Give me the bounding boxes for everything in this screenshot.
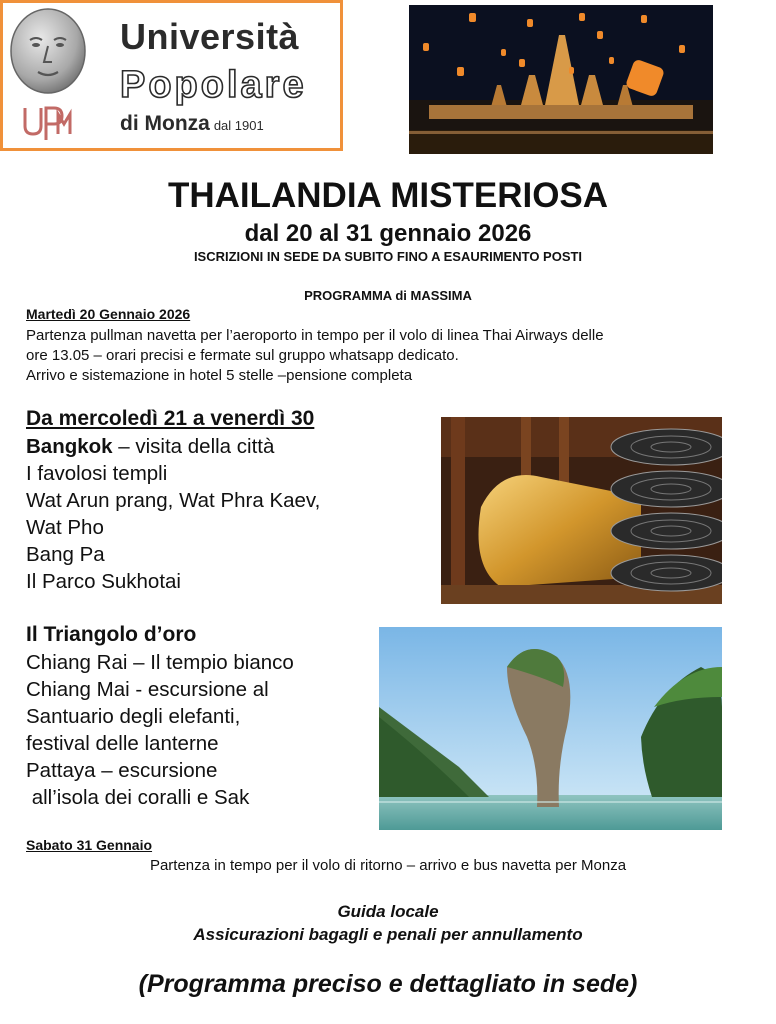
- trip-dates: dal 20 al 31 gennaio 2026: [244, 220, 532, 247]
- temple-lanterns-photo: [409, 5, 713, 154]
- local-guide-note: Guida locale: [337, 902, 439, 921]
- triangle-section-heading: Il Triangolo d’oro: [26, 623, 197, 646]
- triangle-line: Pattaya – escursione: [26, 759, 218, 782]
- day1-line: Partenza pullman navetta per l’aeroporto in tempo per il volo di linea Thai Airways delle: [26, 327, 604, 344]
- bangkok-line: Wat Arun prang, Wat Phra Kaev,: [26, 489, 321, 512]
- upm-monogram-icon: [22, 104, 74, 144]
- logo-line-monza: di Monza dal 1901: [120, 112, 264, 135]
- triangle-line: all’isola dei coralli e Sak: [26, 786, 250, 809]
- triangle-line: festival delle lanterne: [26, 732, 219, 755]
- day1-line: ore 13.05 – orari precisi e fermate sul gruppo whatsapp dedicato.: [26, 347, 459, 364]
- program-detail-note: (Programma preciso e dettagliato in sede): [138, 970, 638, 998]
- triangle-line: Chiang Rai – Il tempio bianco: [26, 651, 294, 674]
- insurance-note: Assicurazioni bagagli e penali per annullamento: [193, 925, 583, 944]
- triangle-line: Santuario degli elefanti,: [26, 705, 241, 728]
- day1-line: Arrivo e sistemazione in hotel 5 stelle –pensione completa: [26, 367, 413, 384]
- bangkok-city-line: Bangkok – visita della città: [26, 435, 275, 458]
- bangkok-section-heading: Da mercoledì 21 a venerdì 30: [26, 407, 315, 430]
- bangkok-line: I favolosi templi: [26, 462, 168, 485]
- sun-face-icon: [8, 6, 88, 96]
- enrollment-note: ISCRIZIONI IN SEDE DA SUBITO FINO A ESAURIMENTO POSTI: [193, 249, 583, 264]
- bangkok-line: Wat Pho: [26, 516, 104, 539]
- university-logo: [0, 0, 343, 151]
- program-title: PROGRAMMA di MASSIMA: [304, 288, 472, 303]
- island-rock-photo: [379, 627, 722, 830]
- day1-heading: Martedì 20 Gennaio 2026: [26, 306, 191, 322]
- last-day-text: Partenza in tempo per il volo di ritorno – arrivo e bus navetta per Monza: [149, 857, 627, 874]
- logo-line-popolare: Popolare: [120, 64, 307, 106]
- reclining-buddha-photo: [441, 417, 722, 604]
- bangkok-line: Il Parco Sukhotai: [26, 570, 181, 593]
- triangle-line: Chiang Mai - escursione al: [26, 678, 269, 701]
- last-day-heading: Sabato 31 Gennaio: [26, 837, 153, 853]
- logo-line-universita: Università: [120, 16, 300, 57]
- page-title: THAILANDIA MISTERIOSA: [167, 176, 609, 215]
- bangkok-line: Bang Pa: [26, 543, 105, 566]
